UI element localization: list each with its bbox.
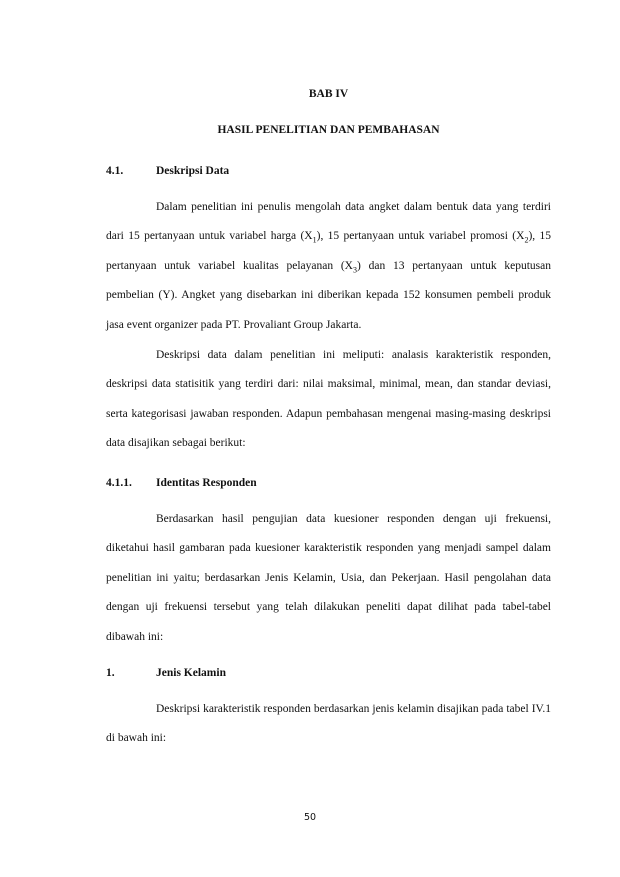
section-number: 4.1. [106, 165, 124, 177]
paragraph-text: Dalam penelitian ini penulis mengolah data angket dalam bentuk data yang terdiri dari 15 pertanyaan untuk variabel harga (X [106, 201, 551, 243]
paragraph-text: ), 15 pertanyaan untuk variabel kualitas pelayanan (X [106, 230, 551, 272]
subscript: 1 [312, 235, 317, 245]
chapter-title: HASIL PENELITIAN DAN PEMBAHASAN [217, 124, 440, 136]
section-heading-4-1-1 [106, 475, 257, 491]
subscript: 3 [353, 265, 357, 275]
paragraph-text: ) dan 13 pertanyaan untuk keputusan pembelian (Y). Angket yang disebarkan ini diberikan kepada 152 konsumen pembeli produk jasa event organizer pada PT. Provaliant Group Jakarta. [106, 259, 552, 331]
chapter-label: BAB IV [308, 88, 349, 100]
paragraph-data-scope: Deskripsi data dalam penelitian ini meliputi: analasis karakteristik responden, deskripsi data statisitik yang terdiri dari: nilai maksimal, minimal, mean, dan standar deviasi, serta kategorisasi jawaban responden. Adapun pembahasan mengenai masing-masing deskripsi data disajikan sebagai berikut: [106, 349, 551, 450]
section-title: Deskripsi Data [156, 165, 230, 177]
subscript: 2 [524, 235, 529, 245]
page-number: 50 [303, 812, 317, 823]
paragraph-respondent-identity: Berdasarkan hasil pengujian data kuesioner responden dengan uji frekuensi, diketahui hasil gambaran pada kuesioner karakteristik responden yang menjadi sampel dalam penelitian ini yaitu; berdasarkan Jenis Kelamin, Usia, dan Pekerjaan. Hasil pengolahan data dengan uji frekuensi tersebut yang telah dilakukan peneliti dapat dilihat pada tabel-tabel dibawah ini: [106, 513, 551, 643]
paragraph-data-description [106, 193, 551, 340]
paragraph-gender-description: Deskripsi karakteristik responden berdasarkan jenis kelamin disajikan pada tabel IV.1 di bawah ini: [106, 703, 551, 745]
subsection-number: 1. [106, 667, 115, 679]
subsection-heading-gender [106, 665, 226, 681]
section-title: Identitas Responden [156, 477, 257, 489]
paragraph-text: ), 15 pertanyaan untuk variabel promosi (X [316, 230, 525, 243]
section-number: 4.1.1. [106, 477, 132, 489]
section-heading-4-1 [106, 163, 229, 179]
subsection-title: Jenis Kelamin [156, 667, 226, 679]
